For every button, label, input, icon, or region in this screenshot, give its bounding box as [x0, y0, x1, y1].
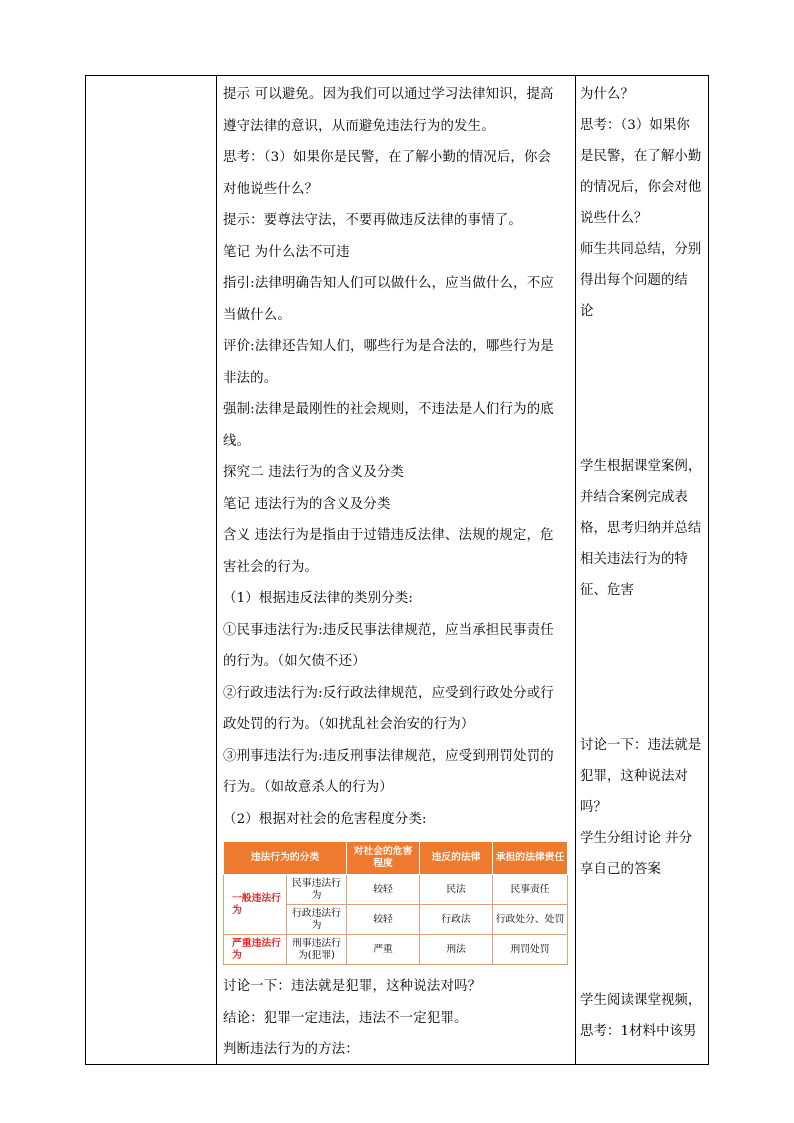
category-cell: 一般违法行为 — [224, 875, 287, 935]
table-cell: 较轻 — [347, 905, 420, 935]
content-line: 提示：要尊法守法，不要再做违反法律的事情了。 — [223, 213, 522, 228]
content-line: 评价:法律还告知人们，哪些行为是合法的，哪些行为是 — [223, 339, 554, 354]
content-line: 害社会的行为。 — [223, 559, 319, 575]
content-line: ②行政违法行为:反行政法律规范，应受到行政处分或行 — [223, 685, 554, 701]
table-cell: 行政违法行为 — [287, 905, 347, 935]
activity-line: 讨论一下：违法就是 — [580, 738, 702, 753]
content-line: 线。 — [223, 433, 251, 449]
activity-line: 享自己的答案 — [580, 862, 661, 877]
activity-line: 征、危害 — [580, 583, 634, 598]
activity-line: 学生分组讨论 并分 — [580, 831, 693, 846]
lesson-table — [85, 75, 709, 1065]
violation-classification-table — [223, 841, 568, 965]
spacer — [580, 327, 706, 451]
spacer — [580, 606, 706, 730]
content-line: 结论：犯罪一定违法，违法不一定犯罪。 — [223, 1010, 468, 1026]
activity-line: 学生根据课堂案例， — [580, 459, 702, 474]
table-cell: 民事违法行为 — [287, 875, 347, 905]
activity-line: 犯罪，这种说法对 — [580, 769, 688, 784]
activity-line: 并结合案例完成表 — [580, 490, 688, 505]
content-line: 政处罚的行为。（如扰乱社会治安的行为） — [223, 717, 475, 732]
content-line: 遵守法律的意识，从而避免违法行为的发生。 — [223, 118, 495, 134]
column-divider-right — [575, 76, 576, 1064]
table-cell: 较轻 — [347, 875, 420, 905]
activity-line: 说些什么？ — [580, 211, 648, 226]
content-line: 讨论一下：违法就是犯罪，这种说法对吗？ — [223, 979, 482, 994]
content-line: （2）根据对社会的危害程度分类: — [223, 811, 427, 827]
table-cell: 民事责任 — [493, 875, 568, 905]
content-line: 提示 可以避免。因为我们可以通过学习法律知识，提高 — [223, 87, 554, 102]
content-line: 行为。（如故意杀人的行为） — [223, 780, 393, 795]
activity-line: 思考：（3）如果你 — [580, 118, 690, 133]
content-line: ①民事违法行为:违反民事法律规范，应当承担民事责任 — [223, 622, 554, 638]
table-cell: 行政处分、处罚 — [493, 905, 568, 935]
activity-line: 吗？ — [580, 800, 607, 815]
content-line: 对他说些什么？ — [223, 181, 319, 197]
activity-line: 论 — [580, 304, 594, 319]
content-line: 笔记 为什么法不可违 — [223, 244, 350, 260]
activity-line: 相关违法行为的特 — [580, 552, 688, 567]
table-row — [224, 875, 568, 905]
content-line: 当做什么。 — [223, 307, 291, 323]
table-cell: 刑罚处罚 — [493, 935, 568, 965]
spacer — [580, 885, 706, 985]
content-line: ③刑事违法行为:违反刑事法律规范，应受到刑罚处罚的 — [223, 748, 554, 764]
content-line: 指引:法律明确告知人们可以做什么，应当做什么，不应 — [223, 276, 554, 291]
activity-line: 学生阅读课堂视频， — [580, 993, 702, 1008]
content-line: （1）根据违反法律的类别分类: — [223, 591, 414, 606]
activity-line: 思考：1材料中该男 — [580, 1024, 697, 1039]
student-activity-column — [580, 79, 706, 1047]
section-heading: 探究二 违法行为的含义及分类 — [223, 465, 405, 480]
content-line: 强制:法律是最刚性的社会规则，不违法是人们行为的底 — [223, 402, 554, 417]
table-cell: 行政法 — [420, 905, 493, 935]
table-cell: 严重 — [347, 935, 420, 965]
table-cell: 刑法 — [420, 935, 493, 965]
table-cell: 刑事违法行为(犯罪) — [287, 935, 347, 965]
activity-line: 师生共同总结，分别 — [580, 242, 702, 257]
activity-line: 是民警，在了解小勤 — [580, 149, 702, 164]
content-line: 的行为。（如欠债不还） — [223, 654, 366, 669]
activity-line: 的情况后，你会对他 — [580, 180, 702, 195]
table-header: 承担的法律责任 — [493, 842, 568, 875]
content-line: 笔记 违法行为的含义及分类 — [223, 496, 391, 512]
table-row — [224, 935, 568, 965]
column-divider-left — [216, 76, 217, 1064]
table-cell: 民法 — [420, 875, 493, 905]
activity-line: 为什么？ — [580, 87, 634, 102]
content-line: 非法的。 — [223, 370, 278, 386]
teaching-content-column — [223, 79, 571, 1066]
table-header: 对社会的危害程度 — [347, 842, 420, 875]
activity-line: 得出每个问题的结 — [580, 273, 688, 288]
content-line: 思考：（3）如果你是民警，在了解小勤的情况后，你会 — [223, 150, 552, 165]
table-header: 违反的法律 — [420, 842, 493, 875]
table-header: 违法行为的分类 — [224, 842, 347, 875]
activity-line: 格，思考归纳并总结 — [580, 521, 702, 536]
category-cell: 严重违法行为 — [224, 935, 287, 965]
content-line: 含义 违法行为是指由于过错违反法律、法规的规定，危 — [223, 528, 554, 543]
content-line: 判断违法行为的方法： — [223, 1042, 359, 1057]
